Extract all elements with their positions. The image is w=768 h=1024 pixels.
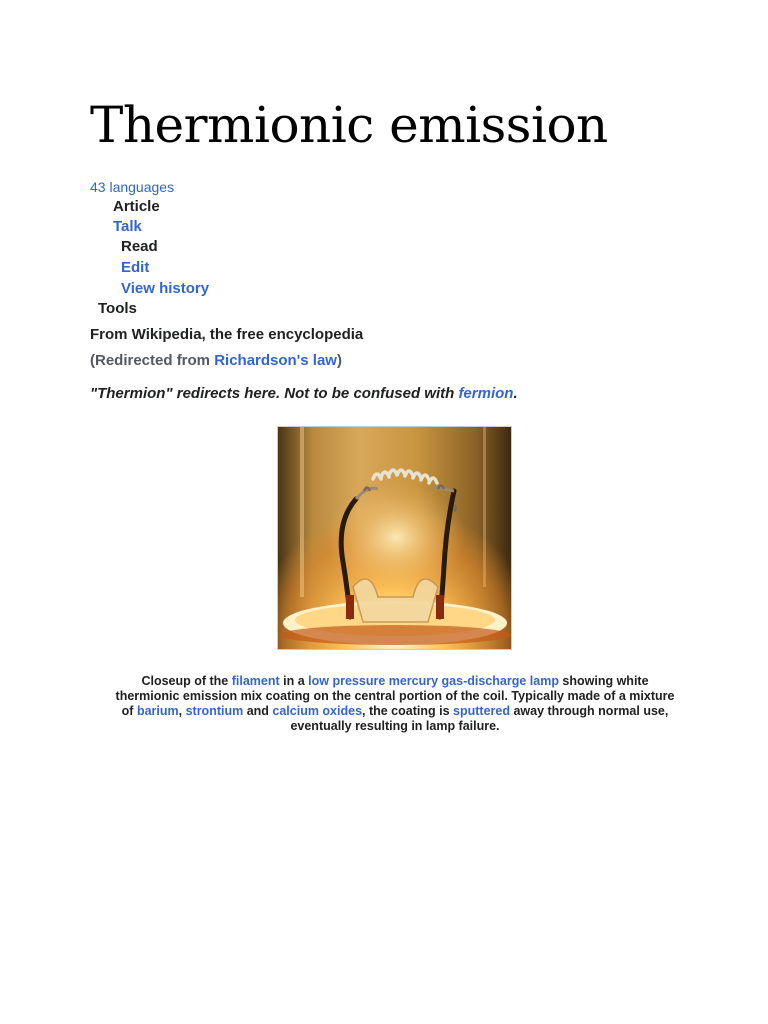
filament-photo[interactable] xyxy=(277,426,512,650)
calcium-oxides-link[interactable]: calcium oxides xyxy=(272,704,363,718)
caption-text: in a xyxy=(279,674,309,688)
caption-text: and xyxy=(243,704,273,718)
fermion-link[interactable]: fermion xyxy=(458,385,514,402)
tab-view-history[interactable]: View history xyxy=(121,280,210,297)
gas-discharge-lamp-link[interactable]: low pressure mercury gas-discharge lamp xyxy=(308,674,559,688)
tab-talk[interactable]: Talk xyxy=(113,218,142,235)
site-tagline: From Wikipedia, the free encyclopedia xyxy=(90,326,364,343)
figure-caption xyxy=(110,674,680,734)
sputtered-link[interactable]: sputtered xyxy=(453,704,510,718)
redirect-note xyxy=(90,352,342,369)
strontium-link[interactable]: strontium xyxy=(185,704,244,718)
tools-menu[interactable]: Tools xyxy=(98,300,137,317)
caption-text: , xyxy=(178,704,186,718)
redirect-suffix: ) xyxy=(336,352,342,369)
filament-illustration xyxy=(278,427,511,649)
caption-text: Closeup of the xyxy=(141,674,232,688)
filament-link[interactable]: filament xyxy=(231,674,280,688)
hatnote-suffix: . xyxy=(513,385,518,402)
caption-text: away through normal use, eventually resulting in lamp failure. xyxy=(290,704,669,733)
redirect-prefix: (Redirected from xyxy=(90,352,215,369)
tab-article[interactable]: Article xyxy=(113,198,160,215)
barium-link[interactable]: barium xyxy=(136,704,179,718)
redirect-source-link[interactable]: Richardson's law xyxy=(214,352,337,369)
caption-text: , the coating is xyxy=(362,704,454,718)
hatnote xyxy=(90,385,518,402)
page-title: Thermionic emission xyxy=(90,96,608,154)
caption-text: showing white thermionic emission mix coating on the central portion of the coil. Typically made of a mixture of xyxy=(115,674,675,718)
languages-link[interactable]: 43 languages xyxy=(90,179,175,195)
hatnote-text: "Thermion" redirects here. Not to be confused with xyxy=(90,385,459,402)
tab-edit[interactable]: Edit xyxy=(121,259,150,276)
tab-read[interactable]: Read xyxy=(121,238,158,255)
